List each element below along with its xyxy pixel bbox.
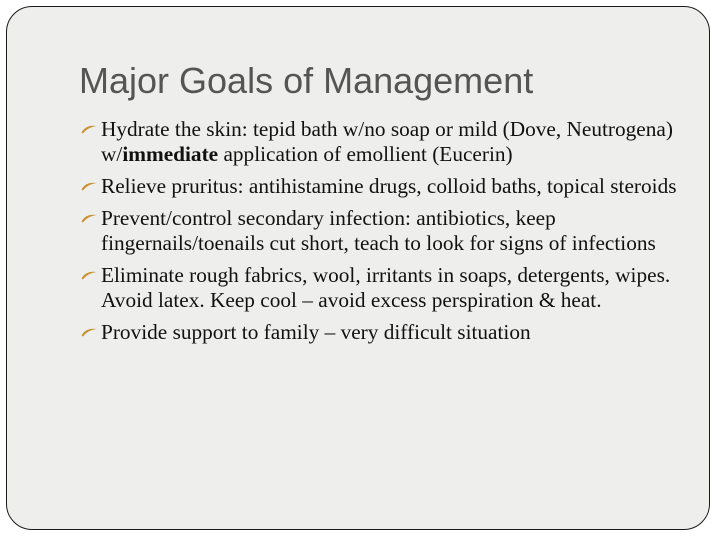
bullet-swoosh-icon [81,124,97,134]
bullet-text-part: Hydrate the skin: tepid bath w/no soap or mild (Dove, Neutrogena) w/ [101,117,673,166]
bullet-list [81,117,686,352]
bullet-swoosh-icon [81,181,97,191]
bullet-swoosh-icon [81,213,97,223]
bullet-swoosh-icon [81,327,97,337]
bullet-swoosh-icon [81,270,97,280]
bullet-text: Eliminate rough fabrics, wool, irritants in soaps, detergents, wipes. Avoid latex. Keep cool – avoid excess perspiration & heat. [101,263,671,312]
bullet-item-support [81,320,686,345]
bullet-item-infection [81,206,686,256]
bullet-text: Prevent/control secondary infection: antibiotics, keep fingernails/toenails cut short, teach to look for signs of infections [101,206,656,255]
bullet-text-part: application of emollient (Eucerin) [218,142,513,166]
bullet-item-fabrics [81,263,686,313]
bullet-item-hydrate [81,117,686,167]
bullet-text: Provide support to family – very difficult situation [101,320,531,344]
bullet-text: Relieve pruritus: antihistamine drugs, colloid baths, topical steroids [101,174,677,198]
bullet-item-pruritus [81,174,686,199]
bullet-bold-word: immediate [122,142,219,166]
slide-title: Major Goals of Management [79,60,534,101]
